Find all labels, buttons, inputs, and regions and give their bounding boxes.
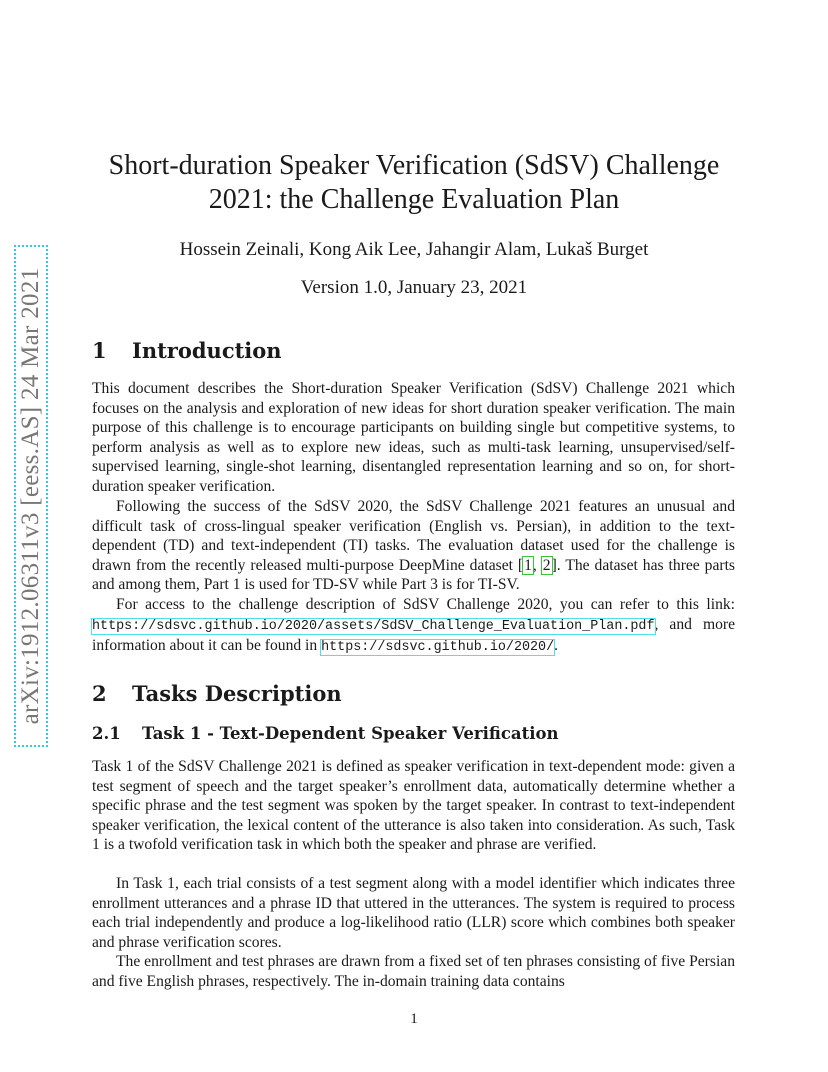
section-number: 2 — [92, 681, 107, 706]
subsection-number: 2.1 — [92, 724, 121, 743]
evaluation-plan-link[interactable]: https://sdsvc.github.io/2020/assets/SdSV_Challenge_Evaluation_Plan.pdf — [92, 618, 655, 634]
intro-paragraph-3-text-end: . — [554, 637, 559, 655]
task1-paragraph-2: In Task 1, each trial consists of a test segment along with a model identifier which indicates three enrollment utterances and a phrase ID that uttered in the utterances. The system is required to process each trial independently and produce a log-likelihood ratio (LLR) score which combines both speaker and phrase verification scores. — [92, 875, 735, 951]
intro-paragraph-3-text: For access to the challenge description of SdSV Challenge 2020, you can refer to this link: — [116, 596, 735, 613]
intro-paragraph-1: This document describes the Short-duration Speaker Verification (SdSV) Challenge 2021 which focuses on the analysis and exploration of new ideas for short duration speaker verification. The main purpose of this challenge is to encourage participants on building single but competitive systems, to perform analysis as well as to explore new ideas, such as multi-task learning, unsupervised/self-supervised learning, single-shot learning, disentangled representation learning and so on, for short-duration speaker verification. — [92, 380, 735, 495]
subsection-heading-task-1 — [92, 724, 558, 743]
author-list: Hossein Zeinali, Kong Aik Lee, Jahangir Alam, Lukaš Burget — [179, 239, 649, 260]
subsection-title: Task 1 - Text-Dependent Speaker Verification — [142, 724, 559, 743]
section-number: 1 — [92, 338, 107, 363]
section-title: Introduction — [132, 338, 282, 363]
intro-paragraph-3-text-mid: , and more information about it can be found in — [92, 615, 735, 655]
task1-paragraph-1: Task 1 of the SdSV Challenge 2021 is defined as speaker verification in text-dependent mode: given a test segment of speech and the target speaker’s enrollment data, automatically determine whether a specific phrase and the test segment was spoken by the target speaker. In contrast to text-independent speaker verification, the lexical content of the utterance is also taken into consideration. As such, Task 1 is a twofold verification task in which both the speaker and phrase are verified. — [92, 758, 735, 854]
section-title: Tasks Description — [132, 681, 342, 706]
intro-paragraph-3 — [92, 595, 735, 658]
page-number: 1 — [410, 1011, 418, 1027]
section-heading-tasks-description — [92, 681, 342, 706]
citation-separator: , — [532, 556, 542, 574]
intro-paragraph-2-text: Following the success of the SdSV 2020, the SdSV Challenge 2021 features an unusual and difficult task of cross-lingual speaker verification (English vs. Persian), in addition to the text-dependent (TD) and text-independent (TI) tasks. The evaluation dataset used for the challenge is drawn from the recently released multi-purpose DeepMine dataset [ — [92, 498, 735, 574]
section-heading-introduction — [92, 338, 282, 363]
paper-title-line-1: Short-duration Speaker Verification (SdSV) Challenge — [108, 150, 720, 181]
citation-link-1[interactable]: 1 — [524, 556, 532, 574]
version-date: Version 1.0, January 23, 2021 — [300, 277, 528, 298]
paper-title-line-2: 2021: the Challenge Evaluation Plan — [208, 184, 620, 215]
citation-link-2[interactable]: 2 — [542, 556, 551, 574]
task1-paragraph-3: The enrollment and test phrases are drawn from a fixed set of ten phrases consisting of five Persian and five English phrases, respectively. The in-domain training data contains — [92, 953, 735, 990]
sdsvc-2020-link[interactable]: https://sdsvc.github.io/2020/ — [321, 640, 555, 656]
intro-paragraph-2 — [92, 497, 735, 595]
arxiv-stamp[interactable] — [14, 245, 48, 747]
arxiv-stamp-label[interactable]: arXiv:1912.06311v3 [eess.AS] 24 Mar 2021 — [17, 267, 44, 725]
intro-paragraph-2-text-end: ]. The dataset has three parts and among them, Part 1 is used for TD-SV while Part 3 is for TI-SV. — [92, 556, 735, 594]
